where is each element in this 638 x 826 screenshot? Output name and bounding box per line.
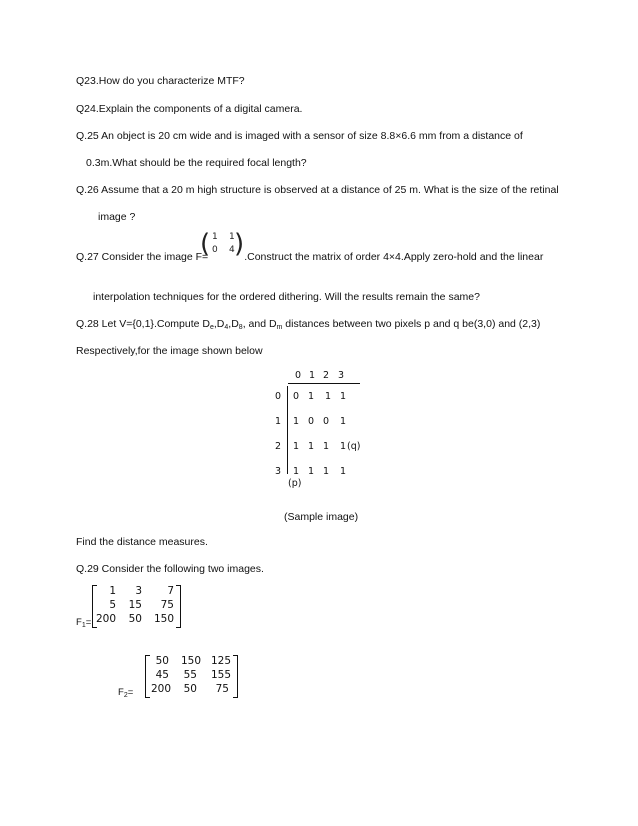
q28-text-d: , and D: [242, 318, 277, 330]
grid-cell: 1: [293, 441, 300, 452]
grid-cell: 1: [293, 466, 300, 477]
question-25-line-2: 0.3m.What should be the required focal length?: [86, 157, 307, 169]
f1-cell: 1: [109, 585, 116, 597]
f1-cell: 7: [167, 585, 174, 597]
f2-letter: F: [118, 687, 124, 698]
question-28-line-2: Respectively,for the image shown below: [76, 345, 263, 357]
p-label: (p): [288, 478, 302, 489]
question-26-line-2: image ?: [98, 211, 136, 223]
f1-cell: 15: [128, 599, 142, 611]
f2-cell: 200: [150, 683, 171, 695]
q28-text-e: distances between two pixels p and q be(3,0) and (2,3): [282, 318, 541, 330]
q28-sub-e: e: [209, 324, 214, 331]
question-29: Q.29 Consider the following two images.: [76, 563, 264, 575]
q28-text-c: ,D: [228, 318, 239, 330]
f1-cell: 75: [160, 599, 174, 611]
f2-cell: 45: [155, 669, 169, 681]
grid-cell: 1: [323, 466, 330, 477]
f2-eq: =: [127, 687, 134, 698]
grid-cell: 1: [325, 391, 332, 402]
matrix-f: [200, 229, 245, 260]
right-bracket-icon: [176, 585, 181, 628]
question-28-line-1: [76, 318, 540, 334]
row-index: 1: [275, 416, 282, 427]
matrix-f-cell: 0: [212, 245, 218, 255]
col-header: 3: [338, 370, 345, 381]
right-bracket-icon: [233, 655, 238, 698]
f1-sub: 1: [81, 622, 86, 629]
grid-cell: 0: [308, 416, 315, 427]
f1-eq: =: [85, 617, 92, 628]
matrix-f-cell: 1: [229, 232, 235, 242]
header-rule: [288, 383, 360, 384]
f1-label: [76, 616, 91, 632]
f2-cell: 125: [210, 655, 231, 667]
row-index: 3: [275, 466, 282, 477]
left-paren-icon: (: [200, 229, 211, 259]
matrix-f-cell: 4: [229, 245, 235, 255]
q-label: (q): [347, 441, 361, 452]
grid-cell: 1: [340, 466, 347, 477]
grid-cell: 0: [323, 416, 330, 427]
grid-cell: 1: [340, 391, 347, 402]
question-27-prefix: Q.27 Consider the image F=: [76, 251, 209, 263]
f2-cell: 55: [183, 669, 197, 681]
q28-text-b: ,D: [213, 318, 225, 330]
f2-cell: 50: [155, 655, 169, 667]
f1-letter: F: [76, 617, 82, 628]
sample-image-grid: [270, 366, 380, 496]
matrix-f-cell: 1: [212, 232, 218, 242]
right-paren-icon: ): [234, 229, 245, 259]
question-27-line-1: [76, 251, 543, 264]
sample-image-caption: (Sample image): [284, 511, 359, 523]
index-rule: [287, 386, 288, 474]
grid-cell: 1: [323, 441, 330, 452]
question-27-line-2: interpolation techniques for the ordered dithering. Will the results remain the same?: [93, 291, 480, 303]
question-25-line-1: Q.25 An object is 20 cm wide and is imaged with a sensor of size 8.8×6.6 mm from a distance of: [76, 130, 523, 142]
f2-cell: 150: [180, 655, 201, 667]
f1-cell: 50: [128, 613, 142, 625]
f1-cell: 150: [153, 613, 174, 625]
question-26-line-1: Q.26 Assume that a 20 m high structure is observed at a distance of 25 m. What is the size of the retinal: [76, 184, 559, 196]
col-header: 2: [323, 370, 330, 381]
question-27-suffix: .Construct the matrix of order 4×4.Apply zero-hold and the linear: [244, 251, 544, 263]
grid-cell: 1: [308, 441, 315, 452]
f2-cell: 50: [183, 683, 197, 695]
f2-label: [118, 686, 133, 702]
grid-cell: 1: [340, 441, 347, 452]
f2-sub: 2: [123, 692, 128, 699]
grid-cell: 1: [308, 391, 315, 402]
q28-text-a: Q.28 Let V={0,1}.Compute D: [76, 318, 210, 330]
col-header: 1: [309, 370, 316, 381]
grid-cell: 1: [340, 416, 347, 427]
question-23: Q23.How do you characterize MTF?: [76, 75, 245, 87]
find-distance-text: Find the distance measures.: [76, 536, 208, 548]
q28-sub-m: m: [276, 324, 283, 331]
q28-sub-4: 4: [224, 324, 229, 331]
f1-cell: 200: [95, 613, 116, 625]
q28-sub-8: 8: [238, 324, 243, 331]
row-index: 2: [275, 441, 282, 452]
grid-cell: 1: [293, 416, 300, 427]
matrix-f1: [92, 585, 184, 629]
grid-cell: 1: [308, 466, 315, 477]
f1-cell: 5: [109, 599, 116, 611]
row-index: 0: [275, 391, 282, 402]
col-header: 0: [295, 370, 302, 381]
question-24: Q24.Explain the components of a digital camera.: [76, 103, 303, 115]
matrix-f2: [145, 655, 241, 699]
f1-cell: 3: [135, 585, 142, 597]
grid-cell: 0: [293, 391, 300, 402]
f2-cell: 75: [215, 683, 229, 695]
f2-cell: 155: [210, 669, 231, 681]
